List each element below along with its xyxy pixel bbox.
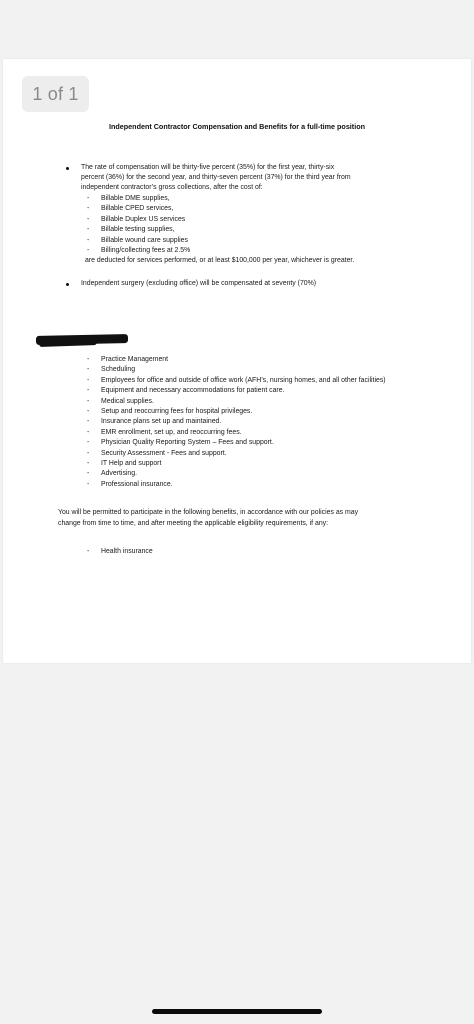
- services-list: [87, 355, 386, 490]
- list-item: - Physician Quality Reporting System – Fees and support.: [87, 439, 274, 447]
- list-item: - Billable CPED services,: [87, 205, 174, 213]
- list-item: - Employees for office and outside of office work (AFH’s, nursing homes, and all other facilities): [87, 376, 386, 384]
- list-item: - Health insurance: [87, 548, 153, 555]
- page-indicator: 1 of 1: [22, 76, 89, 112]
- redaction-mark: [39, 339, 97, 347]
- compensation-line-2: percent (36%) for the second year, and thirty-seven percent (37%) for the third year from: [81, 174, 351, 181]
- bullet-point: [66, 283, 69, 286]
- benefits-list: [87, 547, 153, 557]
- list-item: - Setup and reoccurring fees for hospital privileges.: [87, 408, 253, 416]
- home-indicator-bar[interactable]: [152, 1009, 322, 1014]
- list-item: - Billable testing supplies,: [87, 226, 175, 234]
- compensation-closing: are deducted for services performed, or at least $100,000 per year, whichever is greater.: [85, 257, 355, 264]
- list-item: - Medical supplies.: [87, 397, 154, 405]
- list-item: - Billable DME supplies,: [87, 195, 170, 202]
- list-item: - Practice Management: [87, 356, 169, 363]
- list-item: - Billing/collecting fees at 2.5%: [87, 247, 191, 255]
- list-item: - EMR enrollment, set up, and reoccurring fees.: [87, 428, 242, 436]
- benefits-intro-line-2: change from time to time, and after meeting the applicable eligibility requirements, if any:: [58, 520, 329, 527]
- surgery-compensation: Independent surgery (excluding office) will be compensated at seventy (70%): [81, 280, 317, 287]
- list-item: - Billable wound care supplies: [87, 236, 188, 244]
- list-item: - Advertising.: [87, 470, 138, 478]
- list-item: - IT Help and support: [87, 460, 162, 468]
- benefits-intro-line-1: You will be permitted to participate in the following benefits, in accordance with our policies as may: [58, 509, 359, 516]
- compensation-line-3: independent contractor’s gross collections, after the cost of:: [81, 184, 263, 191]
- list-item: - Security Assessment - Fees and support.: [87, 449, 227, 457]
- list-item: - Scheduling: [87, 366, 136, 374]
- list-item: - Professional insurance.: [87, 480, 173, 488]
- list-item: - Billable Duplex US services: [87, 215, 186, 223]
- compensation-line-1: The rate of compensation will be thirty-five percent (35%) for the first year, thirty-six: [81, 164, 335, 171]
- document-page: [3, 59, 471, 663]
- cost-deduction-list: [87, 194, 190, 256]
- list-item: - Insurance plans set up and maintained.: [87, 418, 222, 426]
- bullet-point: [66, 167, 69, 170]
- document-title: Independent Contractor Compensation and Benefits for a full-time position: [109, 122, 365, 131]
- list-item: - Equipment and necessary accommodations for patient care.: [87, 387, 285, 395]
